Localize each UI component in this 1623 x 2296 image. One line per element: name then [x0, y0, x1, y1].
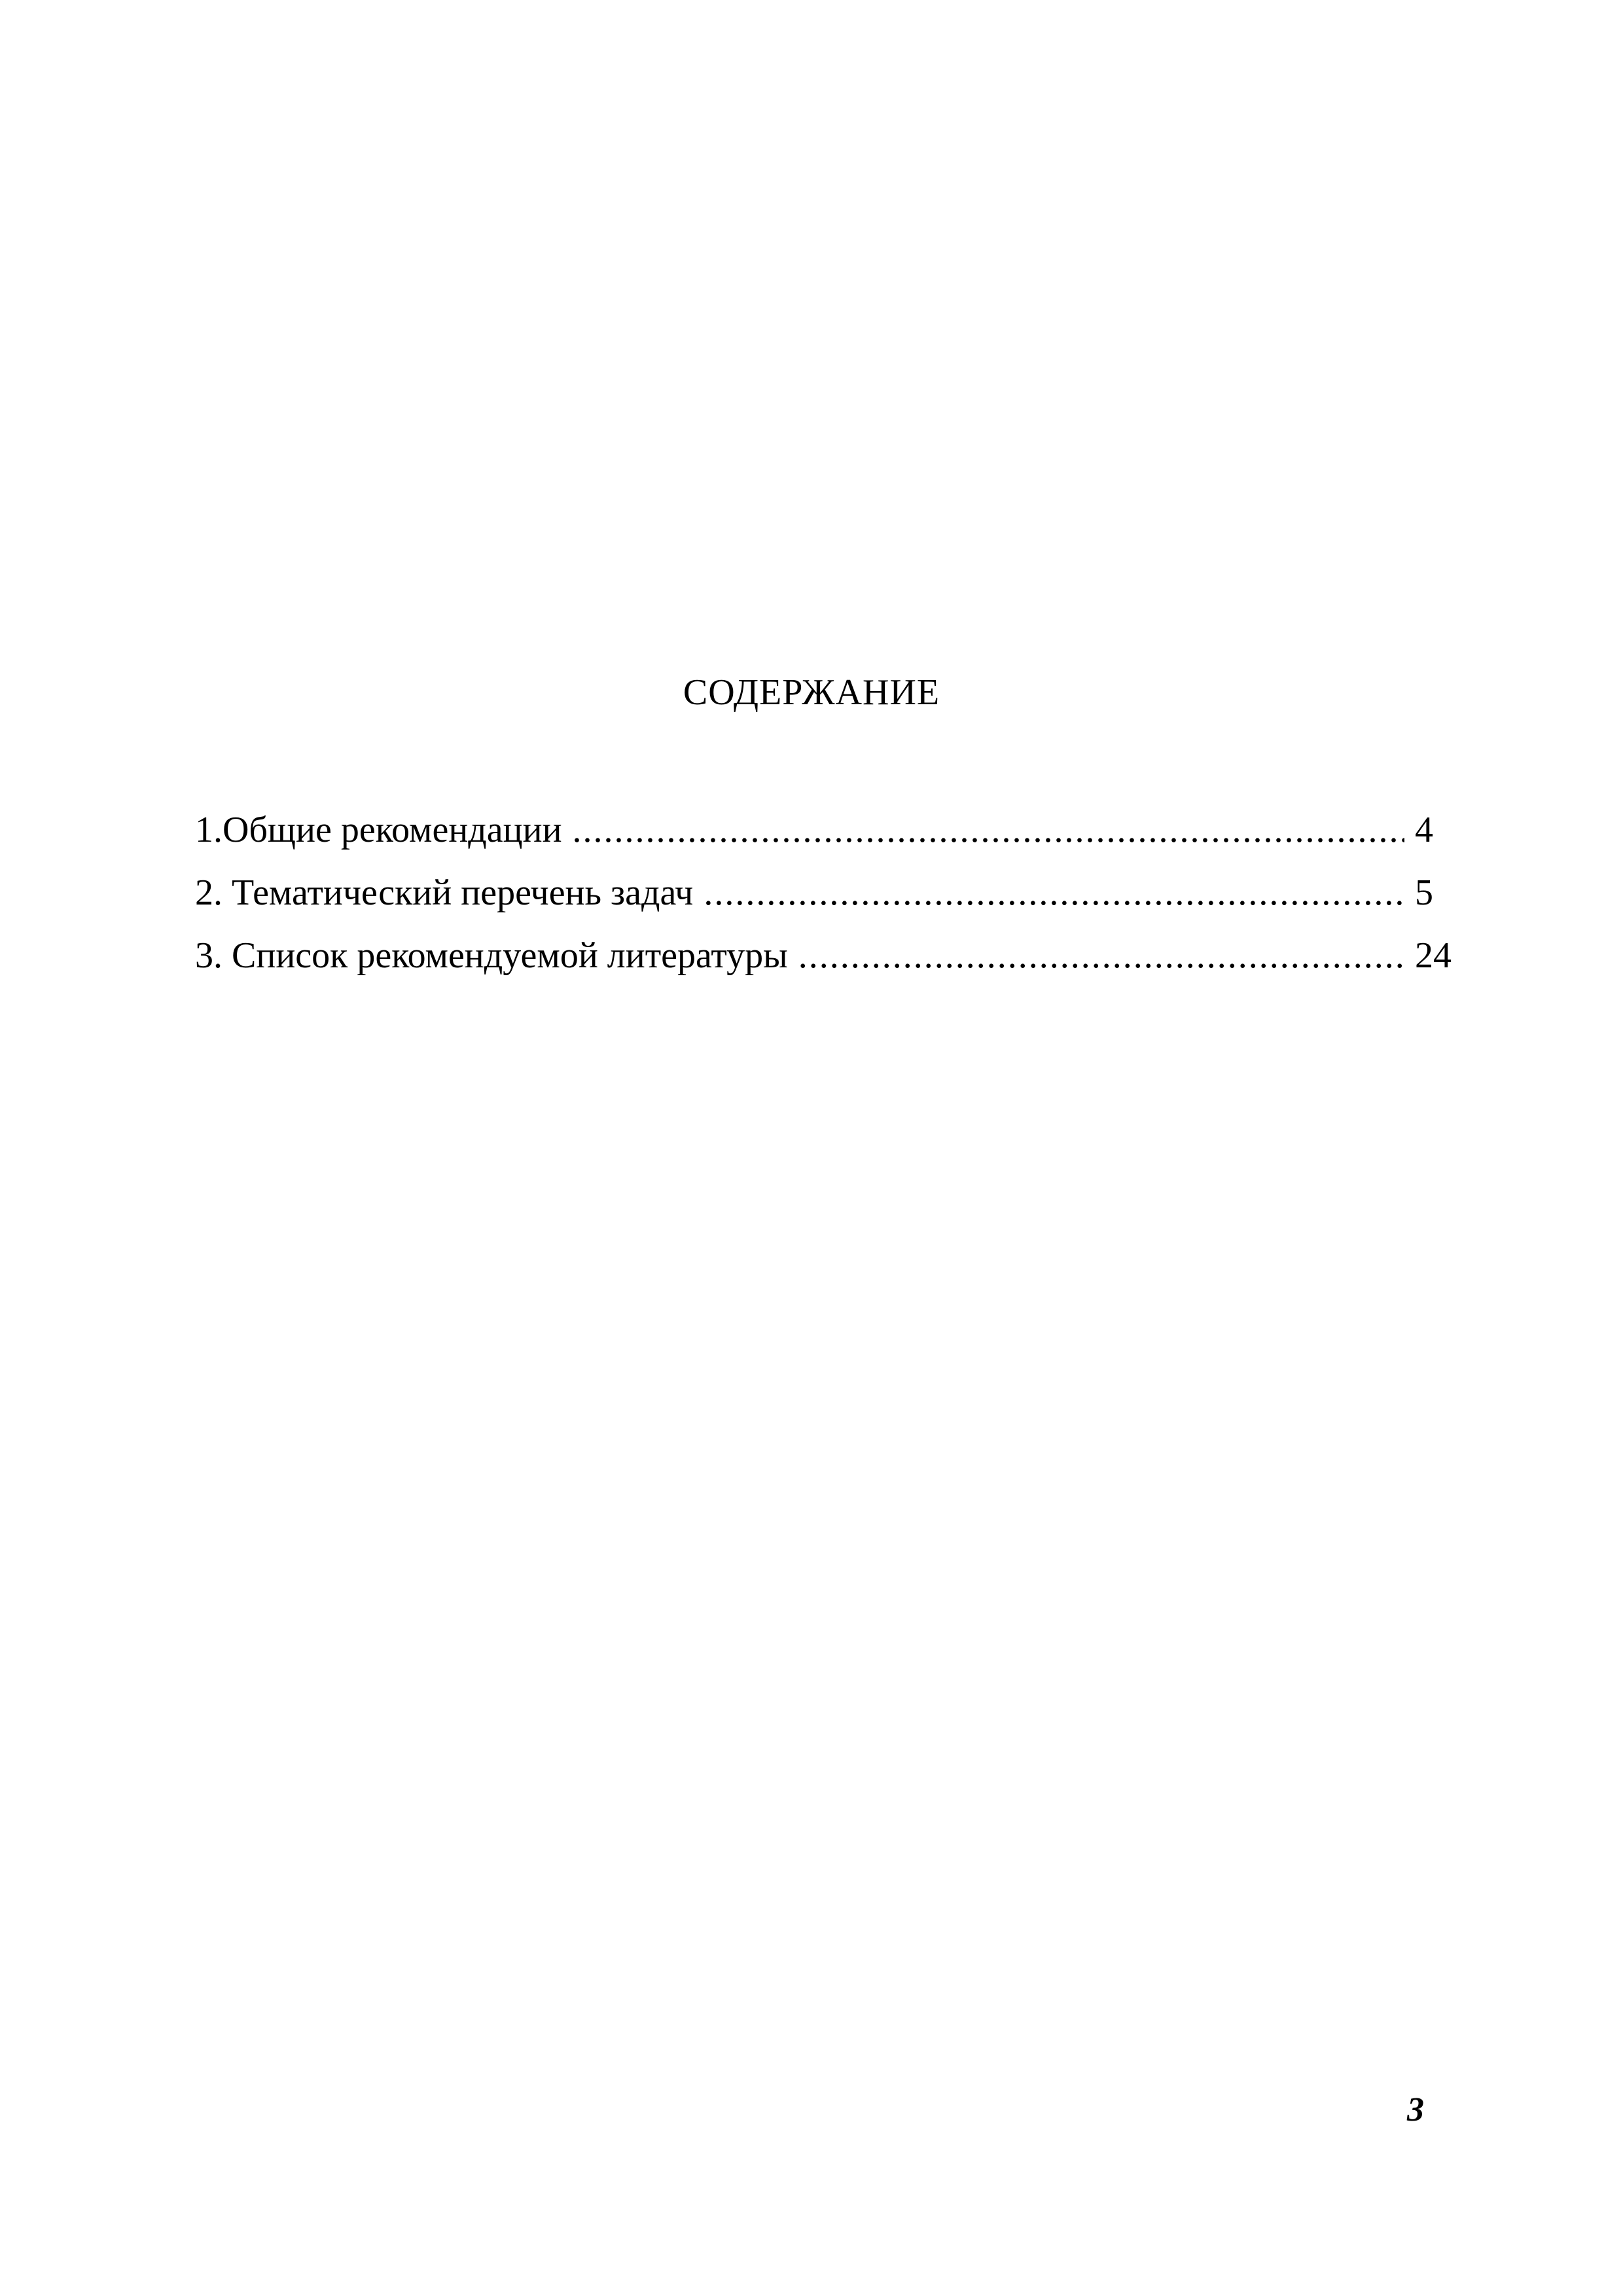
page-number: 3 — [1407, 2091, 1424, 2128]
dot-leader — [704, 861, 1404, 924]
toc-entry-label: 3. Список рекомендуемой литературы — [195, 935, 788, 976]
toc-list — [195, 798, 1452, 987]
dot-leader — [573, 798, 1404, 861]
toc-entry[interactable] — [195, 861, 1452, 924]
toc-entry[interactable] — [195, 798, 1452, 861]
toc-entry-page: 5 — [1415, 872, 1433, 913]
toc-entry-label: 2. Тематический перечень задач — [195, 872, 694, 913]
toc-entry-page: 24 — [1415, 935, 1452, 976]
toc-entry-label: 1.Общие рекомендации — [195, 810, 562, 850]
toc-entry[interactable] — [195, 924, 1452, 987]
toc-entry-page: 4 — [1415, 810, 1433, 850]
toc-title: СОДЕРЖАНИЕ — [683, 672, 940, 713]
dot-leader — [798, 924, 1404, 987]
